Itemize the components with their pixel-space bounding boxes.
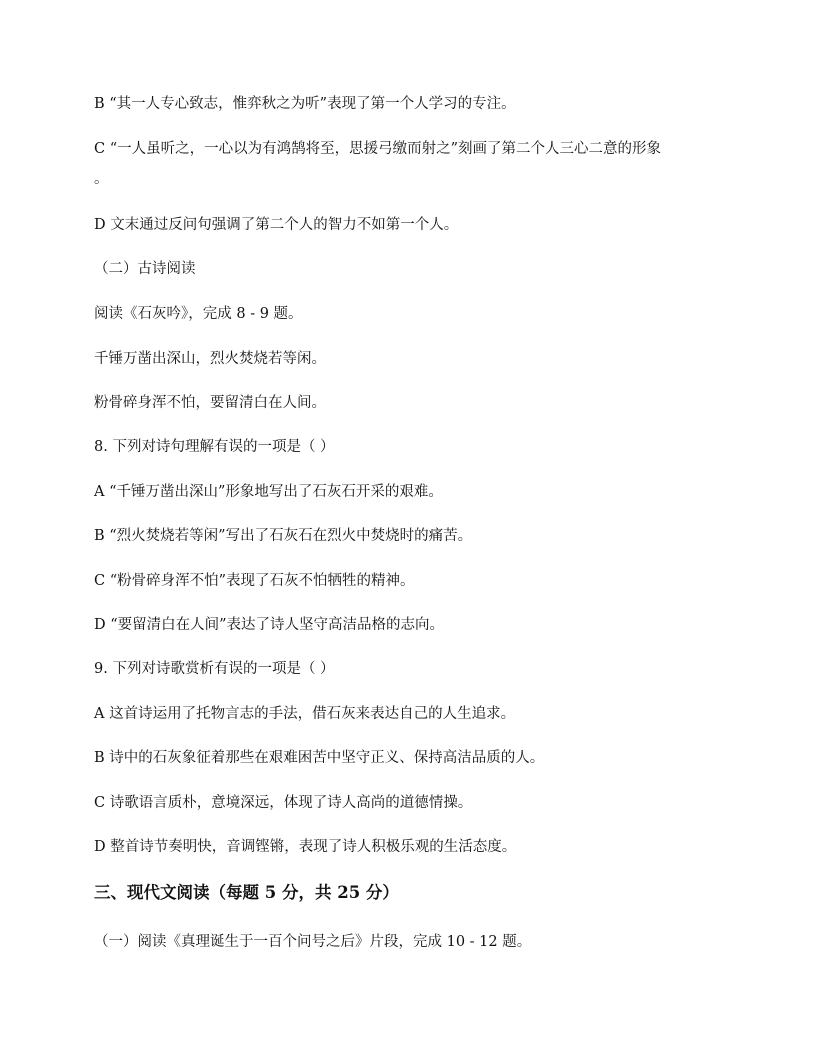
q8-option-c: C “粉骨碎身浑不怕”表现了石灰不怕牺牲的精神。 [94,573,415,589]
part-3-heading: 三、现代文阅读（每题 5 分，共 25 分） [94,883,399,902]
q9-option-d: D 整首诗节奏明快，音调铿锵，表现了诗人积极乐观的生活态度。 [94,839,517,855]
question-9: 9. 下列对诗歌赏析有误的一项是（ ） [94,661,335,677]
question-8: 8. 下列对诗句理解有误的一项是（ ） [94,439,335,455]
q9-option-b: B 诗中的石灰象征着那些在艰难困苦中坚守正义、保持高洁品质的人。 [94,750,545,766]
poem-line-2: 粉骨碎身浑不怕，要留清白在人间。 [94,395,326,411]
q7-option-c: C “一人虽听之，一心以为有鸿鹄将至，思援弓缴而射之”刻画了第二个人三心二意的形象 [94,141,662,157]
q9-option-c: C 诗歌语言质朴，意境深远，体现了诗人高尚的道德情操。 [94,795,473,811]
section-poetry-intro: 阅读《石灰吟》，完成 8 - 9 题。 [94,306,303,322]
q7-option-c-continuation: 。 [94,171,109,187]
q8-option-d: D “要留清白在人间”表达了诗人坚守高洁品格的志向。 [94,617,445,633]
section-poetry-title: （二）古诗阅读 [94,261,196,277]
q8-option-a: A “千锤万凿出深山”形象地写出了石灰石开采的艰难。 [94,484,443,500]
q7-option-b: B “其一人专心致志，惟弈秋之为听”表现了第一个人学习的专注。 [94,96,516,112]
q9-option-a: A 这首诗运用了托物言志的手法，借石灰来表达自己的人生追求。 [94,706,516,722]
part-3-subsection-title: （一）阅读《真理诞生于一百个问号之后》片段，完成 10 - 12 题。 [94,934,532,950]
q8-option-b: B “烈火焚烧若等闲”写出了石灰石在烈火中焚烧时的痛苦。 [94,528,473,544]
poem-line-1: 千锤万凿出深山，烈火焚烧若等闲。 [94,351,326,367]
q7-option-d: D 文末通过反问句强调了第二个人的智力不如第一个人。 [94,217,459,233]
